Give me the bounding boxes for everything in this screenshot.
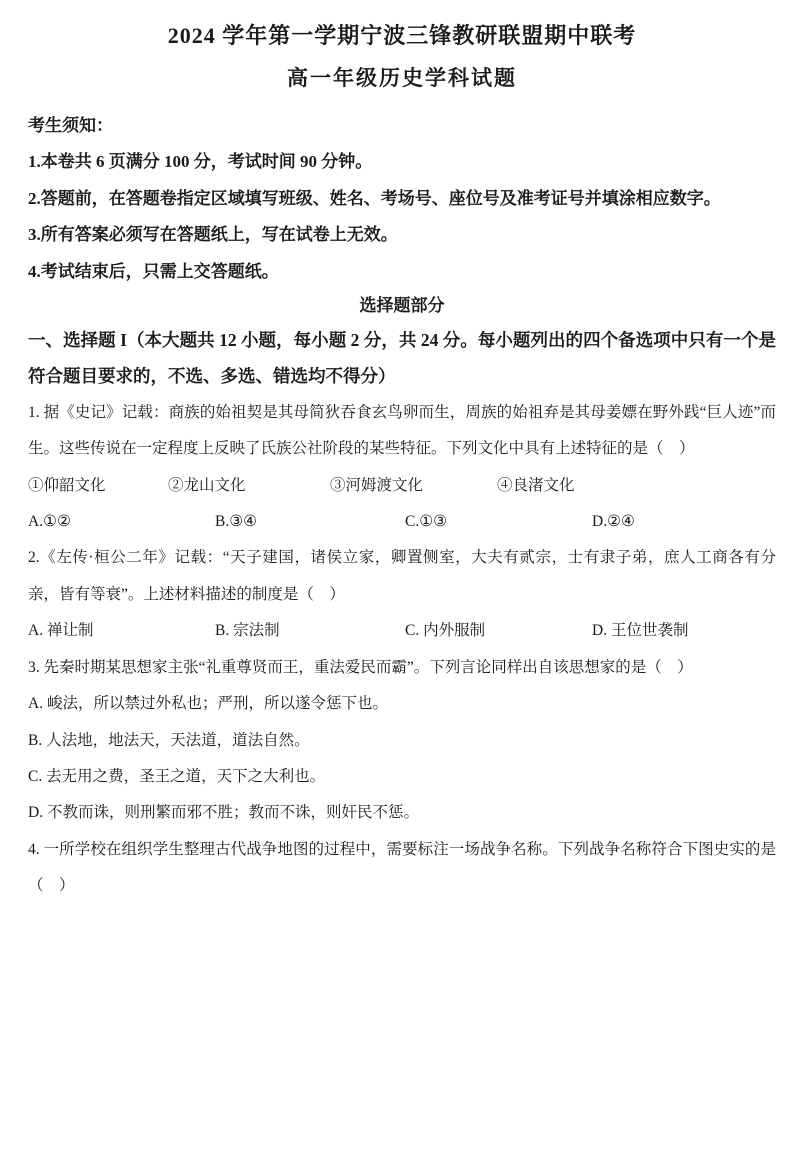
choice-a: A.①② — [28, 513, 71, 531]
question-3-text: 3. 先秦时期某思想家主张“礼重尊贤而王，重法爱民而霸”。下列言论同样出自该思想家的是（ ） — [28, 658, 693, 676]
question-4 — [28, 832, 776, 905]
choice-d: D. 不教而诛，则刑繁而邪不胜；教而不诛，则奸民不惩。 — [28, 804, 419, 822]
question-3 — [28, 650, 776, 832]
choice-c: C. 内外服制 — [405, 622, 486, 640]
notice-item-4: 4.考试结束后，只需上交答题纸。 — [28, 261, 279, 281]
question-2-text: 2.《左传·桓公二年》记载：“天子建国，诸侯立家，卿置侧室，大夫有贰宗，士有隶子弟，庶人工商各有分亲，皆有等衰”。上述材料描述的制度是（ ） — [28, 549, 776, 603]
subitem-2: ②龙山文化 — [168, 476, 246, 494]
question-1-subitems — [28, 468, 776, 504]
subitem-1: ①仰韶文化 — [28, 476, 106, 494]
choice-c: C.①③ — [405, 513, 448, 531]
choice-c: C. 去无用之费，圣王之道，天下之大利也。 — [28, 767, 326, 785]
page-subtitle: 高一年级历史学科试题 — [287, 66, 517, 90]
choice-a: A. 禅让制 — [28, 622, 94, 640]
notice-item-2: 2.答题前，在答题卷指定区域填写班级、姓名、考场号、座位号及准考证号并填涂相应数字。 — [28, 188, 721, 208]
page-title: 2024 学年第一学期宁波三锋教研联盟期中联考 — [167, 23, 637, 48]
choice-a: A. 峻法，所以禁过外私也；严刑，所以遂令惩下也。 — [28, 695, 388, 713]
choice-b: B. 人法地，地法天，天法道，道法自然。 — [28, 731, 310, 749]
question-1 — [28, 395, 776, 541]
notice-item-1: 1.本卷共 6 页满分 100 分，考试时间 90 分钟。 — [28, 152, 373, 172]
choice-b: B.③④ — [215, 513, 258, 531]
subitem-4: ④良渚文化 — [497, 476, 575, 494]
candidate-notice — [28, 108, 776, 290]
question-2 — [28, 540, 776, 649]
notice-item-3: 3.所有答案必须写在答题纸上，写在试卷上无效。 — [28, 225, 398, 245]
choice-d: D. 王位世袭制 — [592, 622, 689, 640]
notice-heading: 考生须知： — [28, 116, 113, 135]
choice-b: B. 宗法制 — [215, 622, 280, 640]
exam-content — [28, 108, 776, 905]
section-heading: 选择题部分 — [359, 296, 445, 316]
question-1-choices — [28, 504, 776, 540]
question-2-choices — [28, 613, 776, 649]
question-1-text: 1. 据《史记》记载：商族的始祖契是其母简狄吞食玄鸟卵而生，周族的始祖弃是其母姜嫖在野外践“巨人迹”而生。这些传说在一定程度上反映了氏族公社阶段的某些特征。下列文化中具有上述特征的是（ ） — [28, 403, 776, 458]
choice-d: D.②④ — [592, 513, 635, 531]
question-4-text: 4. 一所学校在组织学生整理古代战争地图的过程中，需要标注一场战争名称。下列战争名称符合下图史实的是（ ） — [28, 840, 776, 895]
part-one-intro: 一、选择题 I（本大题共 12 小题，每小题 2 分，共 24 分。每小题列出的四个备选项中只有一个是符合题目要求的，不选、多选、错选均不得分） — [28, 330, 776, 387]
subitem-3: ③河姆渡文化 — [330, 476, 424, 494]
